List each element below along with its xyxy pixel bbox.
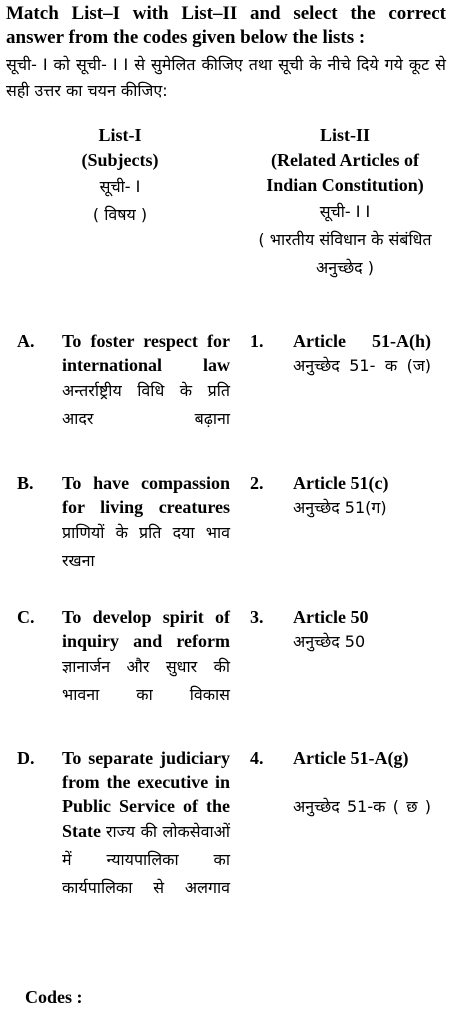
list-ii-hindi-subtitle: ( भारतीय संविधान के संबंधित अनुच्छेद ) (258, 230, 432, 277)
list-ii-subtitle: (Related Articles of Indian Constitution) (266, 150, 424, 195)
list-i-hindi-title: सूची- I (99, 177, 141, 196)
question-english-line1: Match List–I with List–II and select the correct (6, 3, 446, 24)
subject-hindi: अन्तर्राष्ट्रीय विधि के प्रति आदर बढ़ाना (62, 381, 230, 428)
subject-cell (62, 605, 230, 709)
article-english: Article 50 (293, 607, 369, 627)
row-letter: C. (17, 607, 35, 627)
question-english (6, 2, 446, 50)
question-english-line2: answer from the codes given below the lists : (6, 27, 366, 48)
row-letter: B. (17, 473, 34, 493)
subject-hindi: राज्य की लोकसेवाओं में न्यायपालिका का कार्यपालिका से अलगाव (62, 822, 231, 897)
list-ii-header (245, 123, 445, 282)
article-english: Article 51-A(g) (293, 748, 409, 768)
subject-english: To develop spirit of inquiry and reform (62, 607, 230, 651)
article-english: Article 51-A(h) (293, 331, 431, 351)
article-cell (293, 746, 431, 820)
subject-cell (62, 471, 230, 575)
codes-label: Codes : (25, 987, 83, 1007)
list-ii-hindi-title: सूची- I I (319, 202, 371, 221)
article-hindi: अनुच्छेद 51-क ( छ ) (293, 797, 431, 816)
article-number: 4. (250, 748, 264, 768)
article-english: Article 51(c) (293, 473, 389, 493)
list-i-subtitle: (Subjects) (81, 150, 159, 170)
article-number: 1. (250, 331, 264, 351)
article-hindi: अनुच्छेद 50 (293, 632, 366, 651)
subject-english: To separate judiciary from the executive in Public Service of the State (62, 748, 230, 841)
article-hindi: अनुच्छेद 51- क (ज) (293, 356, 431, 375)
article-hindi: अनुच्छेद 51(ग) (293, 498, 387, 517)
article-number: 3. (250, 607, 264, 627)
list-i-header (40, 123, 200, 229)
question-hindi: सूची- I को सूची- I I से सुमेलित कीजिए तथा सूची के नीचे दिये गये कूट से सही उत्तर का चयन कीजिए: (6, 55, 446, 100)
subject-english: To have compassion for living creatures (62, 473, 230, 517)
article-number: 2. (250, 473, 264, 493)
article-cell (293, 605, 431, 655)
list-ii-title: List-II (319, 125, 370, 145)
subject-hindi: ज्ञानार्जन और सुधार की भावना का विकास (62, 657, 230, 704)
list-i-hindi-subtitle: ( विषय ) (92, 205, 148, 224)
article-cell (293, 329, 431, 379)
subject-hindi: प्राणियों के प्रति दया भाव रखना (62, 523, 230, 570)
subject-english: To foster respect for international law (62, 331, 230, 375)
subject-cell (62, 329, 230, 433)
list-i-title: List-I (98, 125, 142, 145)
row-letter: A. (17, 331, 35, 351)
row-letter: D. (17, 748, 35, 768)
subject-cell (62, 746, 230, 902)
article-cell (293, 471, 431, 521)
